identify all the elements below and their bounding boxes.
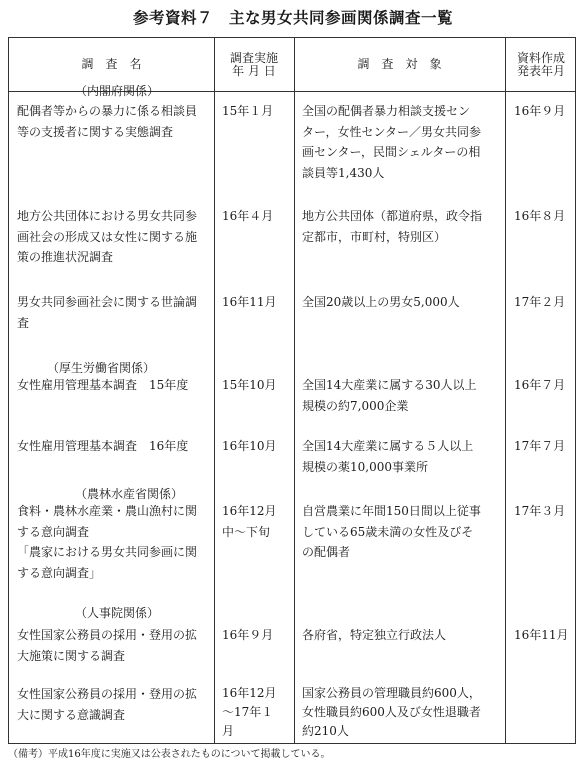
survey-name-line: 査 bbox=[17, 315, 30, 330]
survey-target-line: の配偶者 bbox=[302, 545, 351, 559]
header-publication-line2: 発表年月 bbox=[516, 63, 565, 78]
publication-date-line: 16年９月 bbox=[514, 104, 566, 118]
survey-date-line: 16年11月 bbox=[222, 295, 277, 309]
survey-date-line: 中～下旬 bbox=[222, 524, 271, 539]
header-survey-target-label: 調 査 対 象 bbox=[357, 57, 442, 71]
survey-target-line: 全国14大産業に属する５人以上 bbox=[302, 439, 474, 453]
header-survey-name-label: 調 査 名 bbox=[81, 57, 142, 71]
survey-target bbox=[302, 292, 460, 313]
survey-date-line: 16年９月 bbox=[222, 628, 274, 642]
survey-name bbox=[17, 375, 188, 396]
survey-target-line: 全国20歳以上の男女5,000人 bbox=[302, 295, 460, 309]
survey-name-line: 食料・農林水産業・農山漁村に関 bbox=[17, 504, 198, 518]
survey-name-line: 女性国家公務員の採用・登用の拡 bbox=[17, 687, 198, 701]
page-title: 参考資料７ 主な男女共同参画関係調査一覧 bbox=[132, 9, 453, 27]
publication-date bbox=[514, 375, 565, 396]
survey-name-line: 等の支援者に関する実態調査 bbox=[17, 124, 174, 139]
survey-name bbox=[17, 436, 188, 457]
header-survey-target bbox=[294, 38, 505, 91]
survey-name-line: 画社会の形成又は女性に関する施 bbox=[17, 229, 198, 244]
survey-target bbox=[302, 436, 473, 477]
survey-date-line: 16年12月 bbox=[222, 686, 277, 700]
survey-name bbox=[17, 206, 197, 268]
survey-target bbox=[302, 101, 481, 183]
category-naikakufu: （内閣府関係） bbox=[75, 84, 160, 98]
survey-date-line: 15年10月 bbox=[222, 378, 277, 392]
survey-name-line: する意向調査 bbox=[17, 524, 90, 539]
publication-date-line: 17年７月 bbox=[514, 439, 566, 453]
survey-date bbox=[222, 292, 277, 313]
survey-date-line: 月 bbox=[222, 724, 235, 738]
survey-name bbox=[17, 292, 197, 333]
category-jinji: （人事院関係） bbox=[75, 606, 160, 620]
survey-name-line: 配偶者等からの暴力に係る相談員 bbox=[17, 104, 198, 118]
header-survey-date-line2: 年 月 日 bbox=[232, 63, 276, 78]
survey-target-line: 規模の約7,000企業 bbox=[302, 398, 409, 413]
publication-date bbox=[514, 101, 565, 122]
column-divider bbox=[214, 38, 215, 743]
survey-target bbox=[302, 501, 481, 563]
survey-date-line: 16年12月 bbox=[222, 504, 277, 518]
survey-name-line: 策の推進状況調査 bbox=[17, 250, 114, 264]
survey-target bbox=[302, 375, 477, 416]
survey-table bbox=[8, 37, 576, 744]
survey-target-line: 画センター，民間シェルターの相 bbox=[302, 145, 481, 159]
survey-target-line: 全国の配偶者暴力相談支援セン bbox=[302, 104, 471, 118]
category-norin: （農林水産省関係） bbox=[75, 487, 184, 501]
header-publication-line1: 資料作成 bbox=[516, 50, 565, 65]
survey-name bbox=[17, 625, 197, 666]
survey-name-line: 「農家における男女共同参画に関 bbox=[17, 545, 198, 559]
survey-name-line: 女性雇用管理基本調査 15年度 bbox=[17, 378, 189, 392]
survey-target-line: 自営農業に年間150日間以上従事 bbox=[302, 504, 481, 518]
publication-date-line: 17年２月 bbox=[514, 295, 566, 309]
publication-date-line: 16年８月 bbox=[514, 209, 566, 223]
survey-target bbox=[302, 206, 482, 247]
publication-date bbox=[514, 292, 565, 313]
survey-target-line: ター，女性センター／男女共同参 bbox=[302, 124, 482, 139]
publication-date-line: 17年３月 bbox=[514, 504, 566, 518]
survey-target-line: 国家公務員の管理職員約600人， bbox=[302, 686, 481, 700]
publication-date-line: 16年７月 bbox=[514, 378, 566, 392]
survey-name bbox=[17, 101, 197, 142]
survey-name-line: 女性雇用管理基本調査 16年度 bbox=[17, 439, 189, 453]
survey-target-line: 定都市，市町村，特別区） bbox=[302, 229, 447, 244]
survey-date bbox=[222, 101, 273, 122]
survey-target-line: 各府省，特定独立行政法人 bbox=[302, 628, 447, 642]
header-publication bbox=[505, 38, 577, 91]
survey-name-line: 男女共同参画社会に関する世論調 bbox=[17, 295, 198, 309]
survey-name bbox=[17, 684, 197, 725]
survey-name-line: 大に関する意識調査 bbox=[17, 707, 126, 722]
publication-date bbox=[514, 436, 565, 457]
survey-date bbox=[222, 375, 277, 396]
survey-date-line: 16年10月 bbox=[222, 439, 277, 453]
publication-date bbox=[514, 625, 569, 646]
survey-date-line: ～17年１ bbox=[222, 705, 274, 719]
survey-name-line: 地方公共団体における男女共同参 bbox=[17, 209, 198, 223]
survey-date bbox=[222, 436, 277, 457]
footnote: （備考）平成16年度に実施又は公表されたものについて掲載している。 bbox=[8, 749, 331, 760]
survey-target-line: 規模の薬10,000事業所 bbox=[302, 459, 428, 474]
publication-date bbox=[514, 501, 565, 522]
publication-date-line: 16年11月 bbox=[514, 628, 569, 642]
survey-target-line: 地方公共団体（都道府県，政令指 bbox=[302, 209, 483, 223]
survey-name-line: 大施策に関する調査 bbox=[17, 648, 126, 663]
survey-date bbox=[222, 625, 273, 646]
category-kosei: （厚生労働省関係） bbox=[47, 361, 156, 375]
header-survey-date-line1: 調査実施 bbox=[229, 50, 278, 65]
survey-target bbox=[302, 684, 481, 741]
survey-date bbox=[222, 684, 277, 741]
survey-target-line: している65歳未満の女性及びそ bbox=[302, 524, 474, 539]
survey-date bbox=[222, 206, 273, 227]
survey-name-line: する意向調査」 bbox=[17, 565, 102, 580]
column-divider bbox=[505, 38, 506, 743]
survey-date-line: 16年４月 bbox=[222, 209, 274, 223]
survey-target-line: 女性職員約600人及び女性退職者 bbox=[302, 705, 481, 719]
survey-date-line: 15年１月 bbox=[222, 104, 274, 118]
header-survey-date bbox=[214, 38, 294, 91]
publication-date bbox=[514, 206, 565, 227]
survey-target-line: 全国14大産業に属する30人以上 bbox=[302, 378, 477, 392]
survey-name-line: 女性国家公務員の採用・登用の拡 bbox=[17, 628, 198, 642]
column-divider bbox=[294, 38, 295, 743]
survey-date bbox=[222, 501, 277, 542]
survey-target bbox=[302, 625, 446, 646]
survey-target-line: 談員等1,430人 bbox=[302, 165, 385, 180]
survey-target-line: 約210人 bbox=[302, 724, 349, 738]
survey-name bbox=[17, 501, 197, 583]
